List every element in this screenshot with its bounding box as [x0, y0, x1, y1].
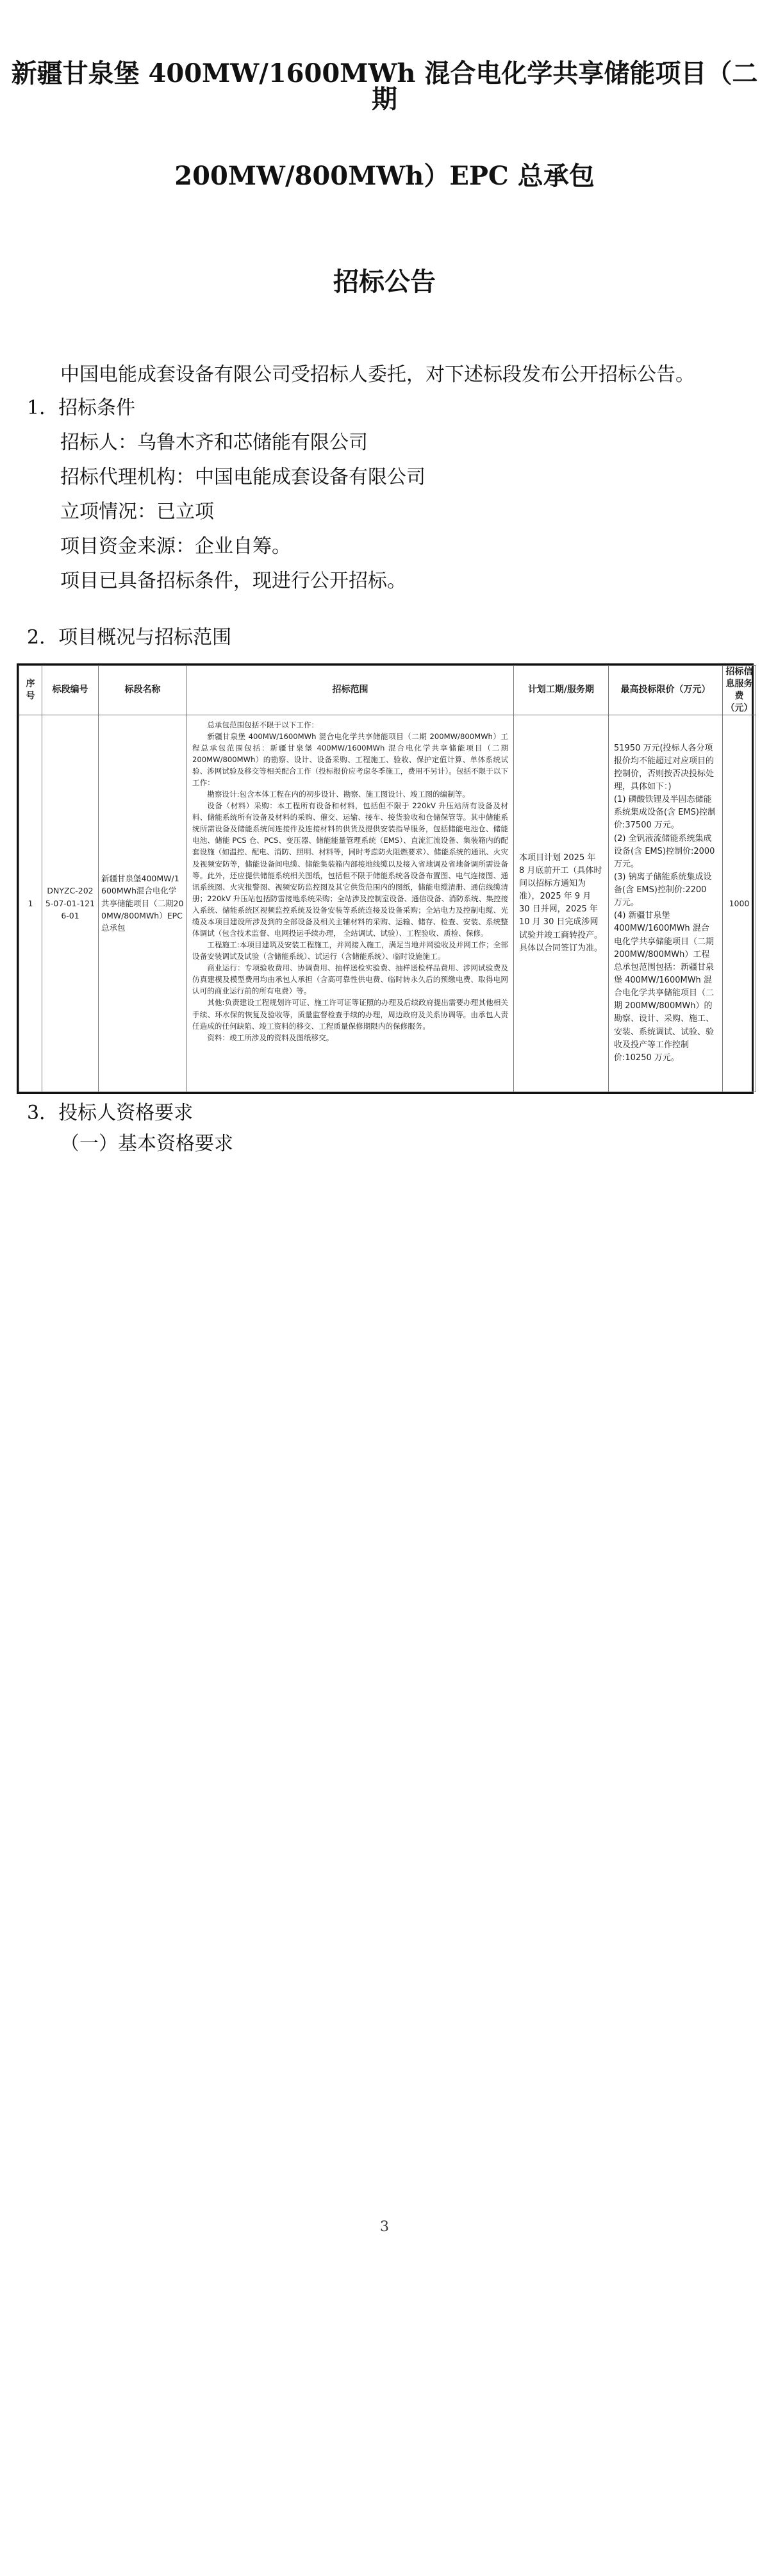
- ready-line: 项目已具备招标条件，现进行公开招标。: [60, 570, 406, 592]
- price-line: 51950 万元(投标人各分项报价均不能超过对应项目的控制价，否则按否决投标处理，具体如下：): [614, 743, 715, 792]
- basic-requirements-heading: （一）基本资格要求: [60, 1133, 233, 1155]
- price-line: (3) 钠离子储能系统集成设备(含 EMS)控制价:2200 万元。: [614, 872, 712, 908]
- section-3-heading: 3．投标人资格要求: [27, 1102, 194, 1124]
- col-header-no: 序号: [19, 666, 42, 715]
- scope-paragraph: 其他:负责建设工程规划许可证、施工许可证等证照的办理及后续政府提出需要办理其他相关手续、环水保的恢复及验收等，质量监督检查手续的办理，周边政府及关系协调等。由承包人责任造成的任何缺陷、竣工资料的移交、工程质量保修期限内的保修服务。: [192, 998, 508, 1031]
- document-title-line-1: 新疆甘泉堡 400MW/1600MWh 混合电化学共享储能项目（二期: [11, 58, 758, 114]
- page-number: 3: [380, 2219, 389, 2235]
- funding-line: 项目资金来源：企业自筹。: [60, 535, 291, 558]
- col-header-scope: 招标范围: [187, 666, 514, 715]
- scope-paragraph: 工程施工:本项目建筑及安装工程施工，并网接入施工，满足当地并网验收及并网工作；全部设备安装调试及试验（含储能系统）、试运行（含储能系统）、临时设施施工。: [192, 940, 508, 961]
- price-line: (4) 新疆甘泉堡 400MW/1600MWh 混合电化学共享储能项目（二期 200MW/800MWh）工程总承包范围包括：新疆甘泉堡 400MW/1600MWh 混合电化学共享储能项目（二期 200MW/800MWh）的勘察、设计、采购、施工、安装、系统调试、试验、验收及投产等工作控制价:10250 万元。: [614, 911, 715, 1063]
- section-2-heading: 2．项目概况与招标范围: [27, 626, 232, 649]
- cell-price: [609, 715, 723, 1092]
- approval-line: 立项情况：已立项: [60, 501, 214, 523]
- cell-scope: [187, 715, 514, 1092]
- scope-paragraph: 新疆甘泉堡 400MW/1600MWh 混合电化学共享储能项目（二期 200MW/800MWh）工程总承包范围包括：新疆甘泉堡 400MW/1600MWh 混合电化学共享储能项目（二期 200MW/800MWh）的勘察、设计、设备采购、工程施工、验收、保护定值计算、单体系统试验、涉网试验及移交等相关配合工作（投标报价应考虑冬季施工，费用不另计）。包括不限于以下工作：: [192, 731, 508, 787]
- intro-paragraph: 中国电能成套设备有限公司受招标人委托，对下述标段发布公开招标公告。: [60, 363, 695, 386]
- col-header-fee: 招标信息服务费（元）: [723, 666, 756, 715]
- document-title-line-3: 招标公告: [333, 267, 436, 297]
- bid-section-table: [17, 663, 754, 1094]
- cell-code: DNYZC-2025-07-01-1216-01: [42, 715, 99, 1092]
- cell-fee: 1000: [723, 715, 756, 1092]
- scope-paragraph: 勘察设计:包含本体工程在内的初步设计、勘察、施工图设计、竣工图的编制等。: [207, 790, 470, 799]
- cell-no: 1: [19, 715, 42, 1092]
- section-1-heading: 1．招标条件: [27, 397, 136, 419]
- col-header-period: 计划工期/服务期: [514, 666, 609, 715]
- col-header-name: 标段名称: [99, 666, 187, 715]
- price-line: (1) 磷酸铁锂及半固态储能系统集成设备(含 EMS)控制价:37500 万元。: [614, 795, 716, 831]
- table-header-row: [19, 666, 756, 715]
- cell-period: 本项目计划 2025 年 8 月底前开工（具体时间以招标方通知为准），2025 年 9 月 30 日并网，2025 年 10 月 30 日完成涉网试验并竣工商转投产。具体以合同签订为准。: [514, 715, 609, 1092]
- table-row: [19, 715, 756, 1092]
- scope-paragraph: 设备（材料）采购：本工程所有设备和材料，包括但不限于 220kV 升压站所有设备及材料、储能系统所有设备及材料的采购、催交、运输、接车、接货验收和仓储保管等。其中储能系统所需设备及储能系统间连接件及连接材料的供货及提供安装指导服务，包括储能电池仓、储能电池、储能 PCS 仓、PCS、变压器、储能能量管理系统（EMS）、直流汇流设备、集装箱内的配套设施（如温控、配电、消防、照明、材料等，同时考虑防火阻燃要求）、储能系统的通讯、火灾及视频安防等，储能设备间电缆、储能集装箱内部接地线缆以及接入省地调及省地备调所需设备等。此外，还应提供储能系统相关图纸，包括但不限于储能系统各设备布置图、电气连接图、通讯系统图、火灾报警图、视频安防监控图及其它供货范围内的图纸，储能电缆清册、通信线缆清册；220kV 升压站包括防雷接地系统采购；全站涉及控制室设备、通信设备、消防系统、集控接入系统、储能系统区视频监控系统及设备安装等系统连接及设备采购；全站电力及控制电缆、光缆及本项目建设所涉及到的全部设备及相关主辅材料的采购、运输、储存、检查、安装、系统整体调试（包含技术监督、电网投运手续办理， 全站调试、试验）、工程验收、质检、保修。: [192, 801, 508, 938]
- scope-paragraph: 商业运行：专项验收费用、协调费用、抽样送检实验费、抽样送检样品费用、涉网试验费及仿真建模及模型费用均由承包人承担（含高可靠性供电费、临时转永久后的预缴电费、取得电网认可的商业运行前的所有电费）等。: [192, 963, 508, 996]
- col-header-price: 最高投标限价（万元）: [609, 666, 723, 715]
- tenderer-line: 招标人：乌鲁木齐和芯储能有限公司: [60, 431, 368, 454]
- scope-paragraph: 总承包范围包括不限于以下工作：: [207, 720, 319, 729]
- price-line: (2) 全钒液流储能系统集成设备(含 EMS)控制价:2000 万元。: [614, 833, 715, 869]
- cell-name: 新疆甘泉堡400MW/1600MWh混合电化学共享储能项目（二期200MW/800MWh）EPC 总承包: [99, 715, 187, 1092]
- document-title-line-2: 200MW/800MWh）EPC 总承包: [174, 161, 595, 191]
- agency-line: 招标代理机构：中国电能成套设备有限公司: [60, 466, 426, 488]
- col-header-code: 标段编号: [42, 666, 99, 715]
- scope-paragraph: 资料：竣工所涉及的资料及图纸移交。: [207, 1033, 334, 1042]
